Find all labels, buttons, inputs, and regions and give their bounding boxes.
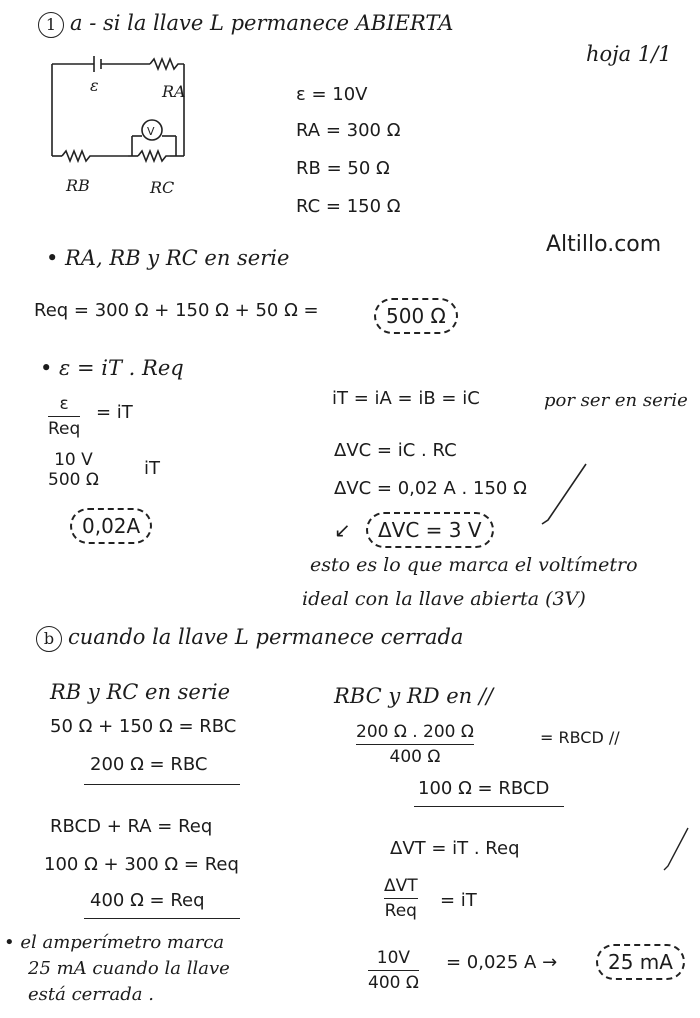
frac2-num: 10 V [54, 450, 93, 470]
part-a-heading [38, 12, 453, 38]
ohm-law-b: ΔVT = iT . Req [390, 838, 520, 859]
total-formula: RBCD + RA = Req [50, 816, 213, 837]
currents-reason: por ser en serie [544, 390, 688, 411]
series-result: 200 Ω = RBC [90, 754, 208, 775]
total-result: 400 Ω = Req [90, 890, 205, 911]
label-rb: RB [66, 176, 90, 195]
frac3-den: Req [384, 901, 417, 922]
ohm-law-a: • ε = iT . Req [40, 356, 184, 380]
conclusion-line-1: esto es lo que marca el voltímetro [310, 554, 638, 576]
series-sum: 50 Ω + 150 Ω = RBC [50, 716, 237, 737]
frac1-num: ε [59, 394, 69, 414]
series-note-b: RB y RC en serie [50, 680, 231, 704]
parallel-rhs: = RBCD // [540, 728, 620, 747]
voltmeter-label: V [147, 125, 155, 138]
conclusion-line-2: ideal con la llave abierta (3V) [302, 588, 586, 610]
resistor-rb [62, 151, 96, 161]
parallel-result: 100 Ω = RBCD [418, 778, 550, 799]
fraction-emf-req [48, 394, 80, 440]
dv-result: ΔVC = 3 V [366, 512, 494, 548]
circuit-diagram [48, 56, 198, 166]
total-sum: 100 Ω + 300 Ω = Req [44, 854, 239, 875]
given-ra: RA = 300 Ω [296, 120, 401, 141]
resistor-ra [150, 59, 184, 69]
check-mark [540, 462, 590, 532]
frac2-den: 500 Ω [48, 470, 99, 491]
fraction-values [48, 450, 99, 491]
part-a-heading-text: a - si la llave L permanece ABIERTA [70, 11, 454, 35]
parallel-note: RBC y RD en // [334, 684, 494, 708]
frac4-den: 400 Ω [368, 973, 419, 994]
fraction-dvt-req [384, 876, 418, 922]
frac2-rhs: iT [144, 458, 160, 479]
frac4-num: 10V [376, 948, 411, 968]
current-result: 0,02A [70, 508, 152, 544]
given-rc: RC = 150 Ω [296, 196, 401, 217]
sheet-number: hoja 1/1 [586, 42, 672, 66]
parallel-result-underline [414, 806, 564, 807]
series-note: • RA, RB y RC en serie [46, 246, 290, 270]
fraction-final [368, 948, 419, 994]
check-mark-2 [662, 826, 692, 876]
label-ra: RA [162, 82, 186, 101]
dv-calc: ΔVC = 0,02 A . 150 Ω [334, 478, 527, 499]
req-line: Req = 300 Ω + 150 Ω + 50 Ω = [34, 300, 319, 321]
note-line-2: 25 mA cuando la llave [28, 958, 230, 979]
part-b-letter: b [36, 626, 62, 652]
total-result-underline [84, 918, 240, 919]
parallel-fraction [356, 722, 474, 768]
watermark: Altillo.com [546, 232, 662, 257]
currents-equal: iT = iA = iB = iC [332, 388, 480, 409]
series-result-underline [84, 784, 240, 785]
frac4-rhs: = 0,025 A → [446, 952, 558, 973]
arrow-left: ↙ [334, 518, 351, 542]
given-rb: RB = 50 Ω [296, 158, 390, 179]
resistor-rc [138, 151, 170, 161]
part-b-heading [36, 626, 463, 652]
note-line-1: • el amperímetro marca [4, 932, 225, 953]
req-result: 500 Ω [374, 298, 458, 334]
frac1-den: Req [48, 419, 81, 440]
frac3-num: ΔVT [384, 876, 418, 896]
note-line-3: está cerrada . [28, 984, 154, 1005]
part-b-heading-text: cuando la llave L permanece cerrada [68, 625, 464, 649]
frac3-rhs: = iT [440, 890, 477, 911]
label-emf: ε [90, 76, 99, 95]
dv-formula: ΔVC = iC . RC [334, 440, 457, 461]
label-rc: RC [150, 178, 175, 197]
given-emf: ε = 10V [296, 84, 368, 105]
final-result: 25 mA [596, 944, 685, 980]
parallel-num: 200 Ω . 200 Ω [356, 722, 474, 742]
parallel-den: 400 Ω [389, 747, 441, 768]
frac1-rhs: = iT [96, 402, 133, 423]
problem-number: 1 [38, 12, 64, 38]
